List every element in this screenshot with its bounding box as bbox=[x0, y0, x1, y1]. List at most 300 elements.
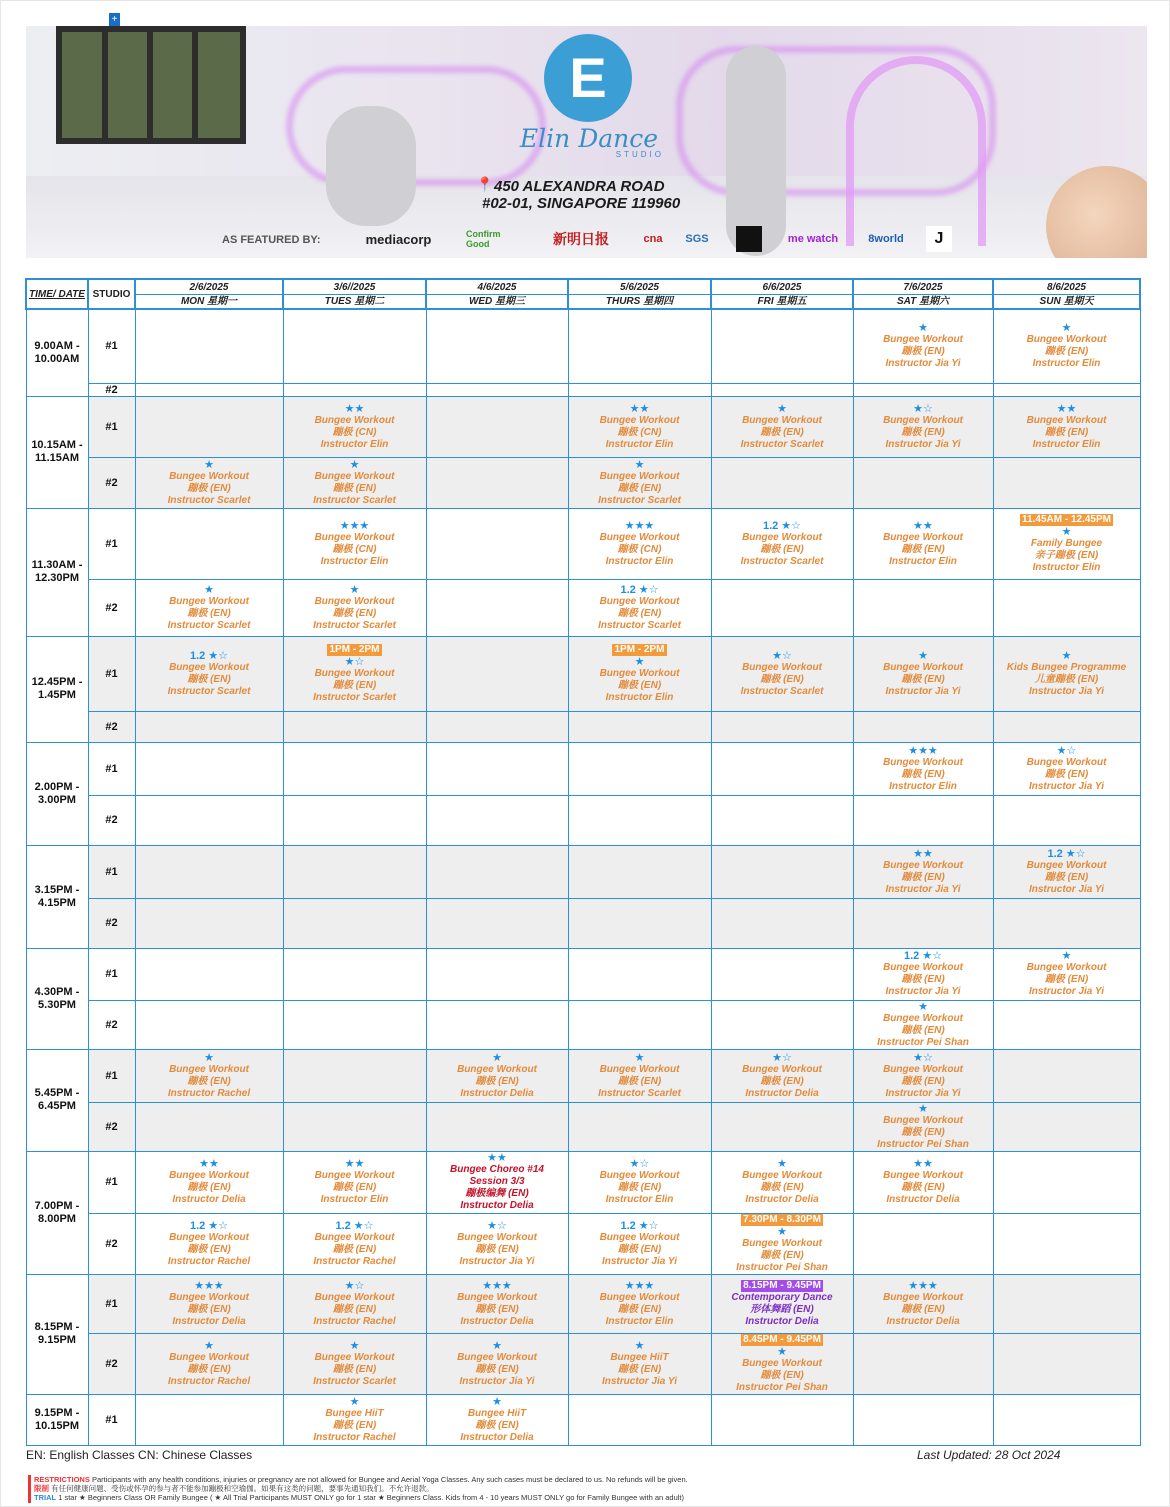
class-cell[interactable] bbox=[993, 948, 1140, 1000]
instructor-name: Instructor Jia Yi bbox=[1028, 780, 1105, 792]
class-cell[interactable] bbox=[853, 636, 993, 711]
class-cell[interactable] bbox=[711, 636, 853, 711]
class-name: Bungee Workout bbox=[169, 1063, 249, 1075]
day-date: 5/6/2025 bbox=[569, 281, 710, 295]
class-cell[interactable] bbox=[426, 1274, 568, 1333]
day-name: MON 星期一 bbox=[180, 295, 238, 307]
class-detail: 蹦极 (EN) bbox=[187, 1363, 231, 1375]
empty-cell bbox=[283, 711, 426, 742]
instructor-name: Instructor Scarlet bbox=[313, 1375, 396, 1387]
star-rating: ★ bbox=[777, 1158, 787, 1170]
add-icon[interactable]: + bbox=[109, 13, 120, 26]
star-rating: ★ bbox=[349, 458, 360, 471]
star-rating: ★☆ bbox=[1056, 744, 1077, 757]
class-detail: 蹦极 (EN) bbox=[760, 426, 804, 438]
class-cell[interactable] bbox=[711, 508, 853, 579]
class-cell[interactable] bbox=[711, 396, 853, 457]
class-detail: 蹦极 (CN) bbox=[617, 543, 662, 555]
class-name: Bungee Workout bbox=[883, 1114, 963, 1126]
table-row bbox=[26, 636, 1140, 711]
star-rating: 1.2 ★☆ bbox=[620, 583, 659, 596]
class-cell[interactable] bbox=[135, 1333, 283, 1394]
class-cell[interactable] bbox=[711, 1049, 853, 1102]
header-row bbox=[26, 279, 1140, 309]
studio-number: #2 bbox=[88, 898, 135, 948]
empty-cell bbox=[853, 711, 993, 742]
class-cell[interactable] bbox=[135, 457, 283, 508]
instructor-name: Instructor Elin bbox=[605, 1194, 674, 1205]
instructor-name: Instructor Scarlet bbox=[313, 691, 396, 703]
empty-cell bbox=[426, 457, 568, 508]
class-detail: 蹦极 (EN) bbox=[332, 1363, 377, 1375]
instructor-name: Instructor Delia bbox=[745, 1315, 819, 1327]
class-cell[interactable] bbox=[993, 508, 1140, 579]
studio-number: #1 bbox=[88, 636, 135, 711]
star-rating: ★ bbox=[1061, 649, 1072, 662]
instructor-name: Instructor Delia bbox=[745, 1194, 819, 1205]
empty-cell bbox=[135, 1102, 283, 1151]
class-cell[interactable] bbox=[426, 1049, 568, 1102]
media-sgs: SGS bbox=[685, 233, 709, 245]
instructor-name: Instructor Pei Shan bbox=[736, 1381, 828, 1393]
class-name: Bungee Workout bbox=[599, 667, 680, 679]
class-detail: 蹦极 (EN) bbox=[187, 1303, 231, 1315]
studio-number: #1 bbox=[88, 1394, 135, 1445]
class-cell[interactable] bbox=[568, 1274, 711, 1333]
class-name: Bungee Workout bbox=[742, 661, 822, 673]
class-cell[interactable] bbox=[853, 1151, 993, 1213]
empty-cell bbox=[711, 845, 853, 898]
day-header-5 bbox=[853, 279, 993, 309]
class-name: Bungee Workout bbox=[742, 414, 822, 426]
star-rating: ★ bbox=[204, 1051, 214, 1064]
class-cell[interactable] bbox=[135, 1213, 283, 1274]
time-badge: 8.15PM - 9.45PM bbox=[743, 1279, 821, 1291]
restrictions-cn-text: 有任何健康问题、受伤或怀孕的参与者不能参加蹦极和空瑜伽。如果有这类的问题，要事先通知我们。不允许退款。 bbox=[51, 1484, 434, 1493]
class-cell[interactable] bbox=[426, 1333, 568, 1394]
star-rating: ★★ bbox=[199, 1158, 219, 1170]
table-row bbox=[26, 1394, 1140, 1445]
star-rating: ★ bbox=[492, 1339, 502, 1352]
star-rating: 1.2 ★☆ bbox=[335, 1219, 374, 1232]
day-header-6 bbox=[993, 279, 1140, 309]
restrictions-label: RESTRICTIONS bbox=[34, 1475, 90, 1484]
instructor-name: Instructor Jia Yi bbox=[601, 1375, 678, 1387]
class-cell[interactable] bbox=[283, 508, 426, 579]
class-cell[interactable] bbox=[568, 636, 711, 711]
empty-cell bbox=[568, 309, 711, 383]
class-cell[interactable] bbox=[135, 1151, 283, 1213]
instructor-name: Instructor Rachel bbox=[167, 1255, 251, 1267]
star-rating: ★ bbox=[1061, 322, 1072, 335]
instructor-name: Instructor Jia Yi bbox=[885, 358, 961, 370]
star-rating: 1.2 ★☆ bbox=[189, 1219, 229, 1232]
instructor-name: Instructor Scarlet bbox=[740, 685, 824, 697]
empty-cell bbox=[993, 383, 1140, 396]
instructor-name: Instructor Jia Yi bbox=[459, 1375, 535, 1387]
class-name: Bungee Workout bbox=[314, 1231, 395, 1243]
day-date: 3/6//2025 bbox=[284, 281, 425, 295]
empty-cell bbox=[135, 898, 283, 948]
day-header-1 bbox=[283, 279, 426, 309]
empty-cell bbox=[568, 1394, 711, 1445]
class-name: Bungee Workout bbox=[314, 414, 395, 426]
studio-logo: E bbox=[544, 34, 632, 122]
class-cell[interactable] bbox=[135, 636, 283, 711]
table-row bbox=[26, 1213, 1140, 1274]
empty-cell bbox=[853, 1394, 993, 1445]
trial-text: 1 star ★ Beginners Class OR Family Bungee ( ★ All Trial Participants MUST ONLY go for 1 star ★ Beginners Class. Kids from 4 - 10 years MUST ONLY go for Family Bungee with an adult) bbox=[58, 1493, 685, 1502]
instructor-name: Instructor Scarlet bbox=[167, 494, 251, 506]
class-name: Bungee Workout bbox=[742, 1237, 822, 1249]
instructor-name: Instructor Rachel bbox=[313, 1315, 396, 1327]
empty-cell bbox=[135, 383, 283, 396]
class-name: Bungee Workout bbox=[883, 1063, 963, 1075]
class-cell[interactable] bbox=[135, 579, 283, 636]
class-detail: 蹦极 (EN) bbox=[760, 1182, 804, 1193]
class-name: Bungee Workout bbox=[457, 1063, 537, 1075]
class-cell[interactable] bbox=[853, 396, 993, 457]
empty-cell bbox=[711, 309, 853, 383]
time-badge: 1PM - 2PM bbox=[614, 643, 665, 655]
dancer-figure-right bbox=[726, 46, 786, 256]
studio-number: #2 bbox=[88, 795, 135, 845]
star-rating: ★ bbox=[1061, 525, 1072, 538]
schedule-table bbox=[25, 278, 1141, 1446]
class-cell[interactable] bbox=[853, 845, 993, 898]
time-slot: 8.15PM - 9.15PM bbox=[26, 1274, 88, 1394]
day-name: THURS 星期四 bbox=[605, 295, 674, 307]
day-header-2 bbox=[426, 279, 568, 309]
instructor-name: Instructor Scarlet bbox=[313, 494, 396, 506]
class-cell[interactable] bbox=[568, 457, 711, 508]
star-rating: ★ bbox=[918, 1102, 928, 1115]
empty-cell bbox=[426, 948, 568, 1000]
empty-cell bbox=[853, 383, 993, 396]
class-cell[interactable] bbox=[283, 457, 426, 508]
logo-sub: STUDIO bbox=[615, 150, 664, 159]
class-cell[interactable] bbox=[853, 1049, 993, 1102]
class-cell[interactable] bbox=[853, 1102, 993, 1151]
class-name: Bungee Workout bbox=[314, 1351, 395, 1363]
class-detail: 蹦极 (EN) bbox=[1044, 974, 1089, 985]
class-cell[interactable] bbox=[711, 1274, 853, 1333]
class-detail: 蹦极 (EN) bbox=[187, 1182, 231, 1193]
class-cell[interactable] bbox=[426, 1151, 568, 1213]
time-slot: 3.15PM - 4.15PM bbox=[26, 845, 88, 948]
studio-number: #1 bbox=[88, 1049, 135, 1102]
instructor-name: Instructor Scarlet bbox=[313, 619, 396, 631]
star-rating: 1.2 ★☆ bbox=[903, 950, 943, 962]
class-cell[interactable] bbox=[993, 396, 1140, 457]
class-cell[interactable] bbox=[283, 1151, 426, 1213]
class-detail: 蹦极 (CN) bbox=[332, 426, 377, 438]
empty-cell bbox=[711, 795, 853, 845]
class-detail: 儿童蹦极 (EN) bbox=[1034, 673, 1099, 685]
star-rating: ★☆ bbox=[344, 1279, 365, 1292]
instructor-name: Instructor Scarlet bbox=[167, 619, 251, 631]
studio-number: #1 bbox=[88, 1151, 135, 1213]
class-cell[interactable] bbox=[993, 309, 1140, 383]
star-rating: 1.2 ★☆ bbox=[1047, 847, 1086, 860]
class-cell[interactable] bbox=[283, 396, 426, 457]
media-mediacorp: mediacorp bbox=[365, 231, 432, 247]
class-cell[interactable] bbox=[568, 1333, 711, 1394]
class-name: Bungee Workout bbox=[742, 531, 822, 543]
class-cell[interactable] bbox=[135, 1274, 283, 1333]
table-row bbox=[26, 309, 1140, 383]
day-date: 7/6/2025 bbox=[854, 281, 992, 295]
empty-cell bbox=[135, 1000, 283, 1049]
star-rating: ★★ bbox=[913, 1158, 933, 1170]
studio-number: #2 bbox=[88, 1333, 135, 1394]
instructor-name: Instructor Delia bbox=[460, 1315, 534, 1327]
class-name: Bungee Workout bbox=[169, 1170, 249, 1181]
instructor-name: Instructor Pei Shan bbox=[877, 1138, 969, 1150]
day-date: 4/6/2025 bbox=[427, 281, 567, 295]
time-slot: 9.00AM - 10.00AM bbox=[26, 309, 88, 396]
instructor-name: Instructor Rachel bbox=[313, 1255, 396, 1267]
class-detail: 蹦极 (CN) bbox=[332, 543, 377, 555]
class-cell[interactable] bbox=[283, 1274, 426, 1333]
table-row bbox=[26, 457, 1140, 508]
empty-cell bbox=[568, 711, 711, 742]
instructor-name: Instructor Delia bbox=[460, 1431, 534, 1443]
star-rating: 1.2 ★☆ bbox=[189, 649, 229, 662]
empty-cell bbox=[711, 711, 853, 742]
class-name: Bungee Workout bbox=[169, 1291, 249, 1303]
star-rating: ★★★ bbox=[339, 519, 370, 532]
class-cell[interactable] bbox=[853, 1000, 993, 1049]
empty-cell bbox=[426, 711, 568, 742]
class-detail: 蹦极 (EN) bbox=[901, 543, 945, 555]
star-rating: ★★ bbox=[344, 402, 365, 415]
empty-cell bbox=[135, 742, 283, 795]
class-detail: 蹦极 (EN) bbox=[475, 1363, 519, 1375]
class-name: Bungee Workout bbox=[314, 667, 395, 679]
class-cell[interactable] bbox=[993, 742, 1140, 795]
class-cell[interactable] bbox=[853, 948, 993, 1000]
empty-cell bbox=[993, 711, 1140, 742]
empty-cell bbox=[568, 1102, 711, 1151]
empty-cell bbox=[853, 579, 993, 636]
class-cell[interactable] bbox=[853, 309, 993, 383]
featured-label: AS FEATURED BY: bbox=[222, 234, 321, 246]
empty-cell bbox=[426, 742, 568, 795]
class-name: Bungee Workout bbox=[1026, 962, 1107, 973]
instructor-name: Instructor Scarlet bbox=[598, 619, 681, 631]
empty-cell bbox=[426, 898, 568, 948]
empty-cell bbox=[426, 636, 568, 711]
trial-label: TRIAL bbox=[34, 1493, 57, 1502]
class-detail: 蹦极 (EN) bbox=[901, 1075, 945, 1087]
empty-cell bbox=[426, 1102, 568, 1151]
star-rating: ★★ bbox=[344, 1158, 365, 1170]
logo-script: Elin Dance bbox=[519, 124, 659, 153]
class-cell[interactable] bbox=[568, 1151, 711, 1213]
empty-cell bbox=[135, 845, 283, 898]
star-rating: ★☆ bbox=[772, 649, 792, 662]
star-rating: 1.2 ★☆ bbox=[620, 1219, 659, 1232]
class-cell[interactable] bbox=[993, 845, 1140, 898]
empty-cell bbox=[283, 1049, 426, 1102]
class-cell[interactable] bbox=[568, 1213, 711, 1274]
empty-cell bbox=[426, 1000, 568, 1049]
star-rating: ★★★ bbox=[624, 1279, 655, 1292]
empty-cell bbox=[135, 508, 283, 579]
star-rating: ★★★ bbox=[908, 744, 938, 757]
class-cell[interactable] bbox=[568, 396, 711, 457]
class-name: Bungee Workout bbox=[314, 595, 395, 607]
class-cell[interactable] bbox=[853, 742, 993, 795]
class-cell[interactable] bbox=[568, 1049, 711, 1102]
class-cell[interactable] bbox=[283, 1213, 426, 1274]
class-name: Bungee Workout bbox=[599, 595, 680, 607]
day-header-4 bbox=[711, 279, 853, 309]
class-cell[interactable] bbox=[283, 579, 426, 636]
star-rating: ★★ bbox=[913, 519, 933, 532]
class-cell[interactable] bbox=[853, 1274, 993, 1333]
instructor-name: Instructor Scarlet bbox=[598, 494, 681, 506]
class-name: Bungee Workout bbox=[883, 334, 963, 346]
empty-cell bbox=[993, 579, 1140, 636]
empty-cell bbox=[853, 1213, 993, 1274]
class-detail: 蹦极 (EN) bbox=[901, 426, 945, 438]
empty-cell bbox=[993, 1213, 1140, 1274]
class-name: Bungee Workout bbox=[457, 1351, 537, 1363]
class-detail: 蹦极 (EN) bbox=[901, 1126, 945, 1138]
class-cell[interactable] bbox=[426, 1394, 568, 1445]
star-rating: ★☆ bbox=[913, 402, 933, 415]
star-rating: ★ bbox=[918, 322, 928, 335]
class-cell[interactable] bbox=[283, 1394, 426, 1445]
class-detail: 蹦极 (EN) bbox=[617, 679, 662, 691]
class-detail: 蹦极 (CN) bbox=[617, 426, 662, 438]
instructor-name: Instructor Delia bbox=[886, 1315, 960, 1327]
empty-cell bbox=[711, 383, 853, 396]
class-cell[interactable] bbox=[426, 1213, 568, 1274]
star-rating: ★★ bbox=[629, 402, 650, 415]
class-cell[interactable] bbox=[568, 508, 711, 579]
class-cell[interactable] bbox=[135, 1049, 283, 1102]
star-rating: 1.2 ★☆ bbox=[762, 519, 802, 532]
empty-cell bbox=[568, 948, 711, 1000]
class-cell[interactable] bbox=[711, 1151, 853, 1213]
class-name: Bungee Workout bbox=[169, 595, 249, 607]
empty-cell bbox=[711, 742, 853, 795]
star-rating: ★☆ bbox=[772, 1051, 792, 1064]
star-rating: ★ bbox=[634, 1339, 645, 1352]
instructor-name: Instructor Elin bbox=[320, 1194, 389, 1205]
empty-cell bbox=[283, 309, 426, 383]
class-detail: 蹦极 (EN) bbox=[475, 1303, 519, 1315]
instructor-name: Instructor Scarlet bbox=[167, 685, 251, 697]
empty-cell bbox=[283, 1000, 426, 1049]
instructor-name: Instructor Elin bbox=[320, 438, 389, 450]
star-rating: ★ bbox=[1061, 950, 1072, 962]
media-j: J bbox=[926, 226, 952, 252]
star-rating: ★★★ bbox=[624, 519, 655, 532]
star-rating: ★ bbox=[349, 583, 360, 596]
class-name: Bungee Workout bbox=[169, 470, 249, 482]
restrictions-text: Participants with any health conditions, injuries or pregnancy are not allowed for Bungee and Aerial Yoga Classes. Any such cases must be declared to us. No refunds will be given. bbox=[91, 1475, 688, 1484]
class-cell[interactable] bbox=[853, 508, 993, 579]
empty-cell bbox=[568, 742, 711, 795]
class-name: Bungee Workout bbox=[599, 1291, 680, 1303]
instructor-name: Instructor Elin bbox=[605, 555, 674, 567]
class-name: Bungee HiiT bbox=[467, 1407, 527, 1419]
class-detail: 蹦极 (EN) bbox=[332, 607, 377, 619]
table-row bbox=[26, 1333, 1140, 1394]
class-name: Bungee Workout bbox=[883, 531, 963, 543]
empty-cell bbox=[993, 795, 1140, 845]
star-rating: ★ bbox=[918, 649, 928, 662]
class-detail: 蹦极 (EN) bbox=[617, 1075, 662, 1087]
class-detail: 蹦极 (EN) bbox=[187, 1243, 231, 1255]
class-cell[interactable] bbox=[283, 1333, 426, 1394]
day-header-0 bbox=[135, 279, 283, 309]
last-updated: Last Updated: 28 Oct 2024 bbox=[917, 1448, 1061, 1462]
class-cell[interactable] bbox=[711, 1213, 853, 1274]
class-cell[interactable] bbox=[993, 636, 1140, 711]
class-detail: 蹦极 (EN) bbox=[760, 1075, 804, 1087]
media-mewatch: me watch bbox=[787, 233, 839, 245]
star-rating: ★ bbox=[349, 1339, 360, 1352]
class-name: Bungee Workout bbox=[742, 1170, 822, 1181]
table-row bbox=[26, 383, 1140, 396]
class-cell[interactable] bbox=[711, 1333, 853, 1394]
empty-cell bbox=[853, 898, 993, 948]
empty-cell bbox=[426, 396, 568, 457]
class-name: Bungee Workout bbox=[457, 1291, 537, 1303]
star-rating: ★ bbox=[634, 1051, 645, 1064]
instructor-name: Instructor Elin bbox=[889, 555, 957, 567]
star-rating: ★★★ bbox=[482, 1279, 512, 1292]
instructor-name: Instructor Pei Shan bbox=[877, 1036, 969, 1048]
class-detail: 蹦极 (EN) bbox=[901, 1303, 945, 1315]
class-detail: 蹦极 (EN) bbox=[1044, 768, 1089, 780]
class-cell[interactable] bbox=[283, 636, 426, 711]
instructor-name: Instructor Rachel bbox=[313, 1431, 396, 1443]
star-rating: ★ bbox=[918, 1000, 928, 1013]
class-detail: 蹦极 (EN) bbox=[617, 1243, 662, 1255]
empty-cell bbox=[135, 948, 283, 1000]
star-rating: ★ bbox=[777, 1345, 787, 1358]
empty-cell bbox=[283, 898, 426, 948]
class-name: Contemporary Dance bbox=[731, 1291, 833, 1303]
class-detail: 蹦极 (EN) bbox=[901, 768, 945, 780]
star-rating: ★☆ bbox=[344, 655, 365, 668]
studio-number: #1 bbox=[88, 742, 135, 795]
instructor-name: Instructor Scarlet bbox=[740, 438, 824, 450]
empty-cell bbox=[993, 457, 1140, 508]
star-rating: ★ bbox=[204, 583, 214, 596]
class-name: Bungee Workout bbox=[1026, 414, 1107, 426]
time-badge: 8.45PM - 9.45PM bbox=[743, 1333, 821, 1345]
class-cell[interactable] bbox=[568, 579, 711, 636]
class-detail: 蹦极 (EN) bbox=[901, 1182, 945, 1193]
studio-number: #1 bbox=[88, 309, 135, 383]
class-detail: 形体舞蹈 (EN) bbox=[750, 1303, 814, 1315]
media-confirm-good: Confirm Good bbox=[466, 229, 501, 249]
instructor-name: Instructor Elin bbox=[320, 555, 389, 567]
star-rating: ★ bbox=[204, 1339, 214, 1352]
studio-header: STUDIO bbox=[88, 279, 135, 309]
star-rating: ★☆ bbox=[629, 1158, 650, 1170]
instructor-name: Instructor Rachel bbox=[167, 1375, 251, 1387]
class-detail: Session 3/3 bbox=[469, 1176, 525, 1187]
day-name: FRI 星期五 bbox=[757, 295, 807, 307]
